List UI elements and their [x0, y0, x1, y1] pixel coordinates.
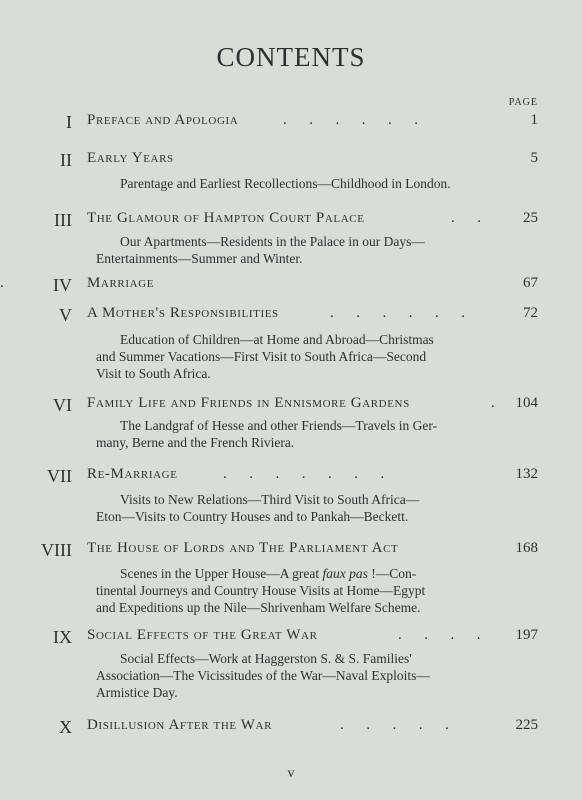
summary-line: Social Effects—Work at Haggerston S. & S. Families': [120, 651, 412, 666]
summary-line: and Expeditions up the Nile—Shrivenham Welfare Scheme.: [96, 600, 421, 615]
page-number: 67: [523, 275, 538, 291]
page-number: 104: [515, 395, 538, 411]
chapter-numeral: IV: [53, 275, 72, 295]
page-number: 132: [515, 466, 538, 482]
chapter-numeral: I: [66, 112, 72, 132]
summary-line: Our Apartments—Residents in the Palace in our Days—: [120, 234, 425, 249]
summary-line: many, Berne and the French Riviera.: [96, 435, 295, 450]
page-column-label: PAGE: [508, 97, 538, 108]
summary-line: tinental Journeys and Country House Visits at Home—Egypt: [96, 583, 426, 598]
page-number: 25: [523, 210, 538, 226]
chapter-title: A Mother's Responsibilities: [87, 305, 279, 321]
chapter-title: Preface and Apologia: [87, 112, 239, 128]
chapter-summary: [96, 650, 430, 701]
chapter-numeral: VIII: [41, 540, 72, 560]
leader-dots: . . . . .: [340, 717, 449, 733]
chapter-summary: [96, 491, 420, 525]
summary-line: Eton—Visits to Country Houses and to Pankah—Beckett.: [96, 509, 409, 524]
chapter-numeral: IX: [53, 627, 72, 647]
page-folio: v: [287, 766, 295, 781]
leader-dots: . . . . . .: [330, 305, 465, 321]
page-number: 225: [515, 717, 538, 733]
leader-dots: .: [0, 275, 4, 291]
chapter-summary: [96, 233, 425, 267]
chapter-summary: [96, 417, 438, 451]
page-number: 5: [530, 150, 538, 166]
chapter-numeral: X: [59, 717, 72, 737]
summary-line: Armistice Day.: [96, 685, 178, 700]
chapter-title: The Glamour of Hampton Court Palace: [87, 210, 365, 226]
chapter-title: The House of Lords and The Parliament Act: [87, 540, 399, 556]
chapter-title: Family Life and Friends in Ennismore Gardens: [87, 395, 410, 411]
chapter-summary: [96, 565, 426, 616]
chapter-title: Social Effects of the Great War: [87, 627, 318, 643]
chapter-title: Early Years: [87, 150, 174, 166]
summary-line: and Summer Vacations—First Visit to South Africa—Second: [96, 349, 427, 364]
page-title: CONTENTS: [216, 42, 366, 72]
summary-line: Visit to South Africa.: [96, 366, 211, 381]
chapter-summary: [120, 175, 451, 192]
summary-line: Visits to New Relations—Third Visit to South Africa—: [120, 492, 420, 507]
page-number: 72: [523, 305, 538, 321]
chapter-summary: [96, 331, 434, 382]
chapter-numeral: III: [54, 210, 72, 230]
chapter-numeral: V: [59, 305, 72, 325]
page-number: 1: [530, 112, 538, 128]
leader-dots: . .: [451, 210, 481, 226]
summary-line: Entertainments—Summer and Winter.: [96, 251, 303, 266]
summary-line: Scenes in the Upper House—A great faux pas !—Con-: [120, 566, 417, 581]
chapter-title: Re-Marriage: [87, 466, 178, 482]
leader-dots: . . . . . . .: [223, 466, 385, 482]
summary-line: Parentage and Earliest Recollections—Childhood in London.: [120, 176, 451, 191]
summary-line: Association—The Vicissitudes of the War—Naval Exploits—: [96, 668, 430, 683]
leader-dots: . . . .: [398, 627, 481, 643]
summary-line: The Landgraf of Hesse and other Friends—Travels in Ger-: [120, 418, 438, 433]
chapter-numeral: II: [60, 150, 72, 170]
leader-dots: . . . . . .: [283, 112, 418, 128]
summary-line: Education of Children—at Home and Abroad—Christmas: [120, 332, 434, 347]
page-number: 197: [515, 627, 538, 643]
chapter-title: Marriage: [87, 275, 155, 291]
chapter-numeral: VI: [53, 395, 72, 415]
leader-dots: .: [491, 395, 495, 411]
chapter-title: Disillusion After the War: [87, 717, 273, 733]
page-number: 168: [515, 540, 538, 556]
chapter-numeral: VII: [47, 466, 72, 486]
